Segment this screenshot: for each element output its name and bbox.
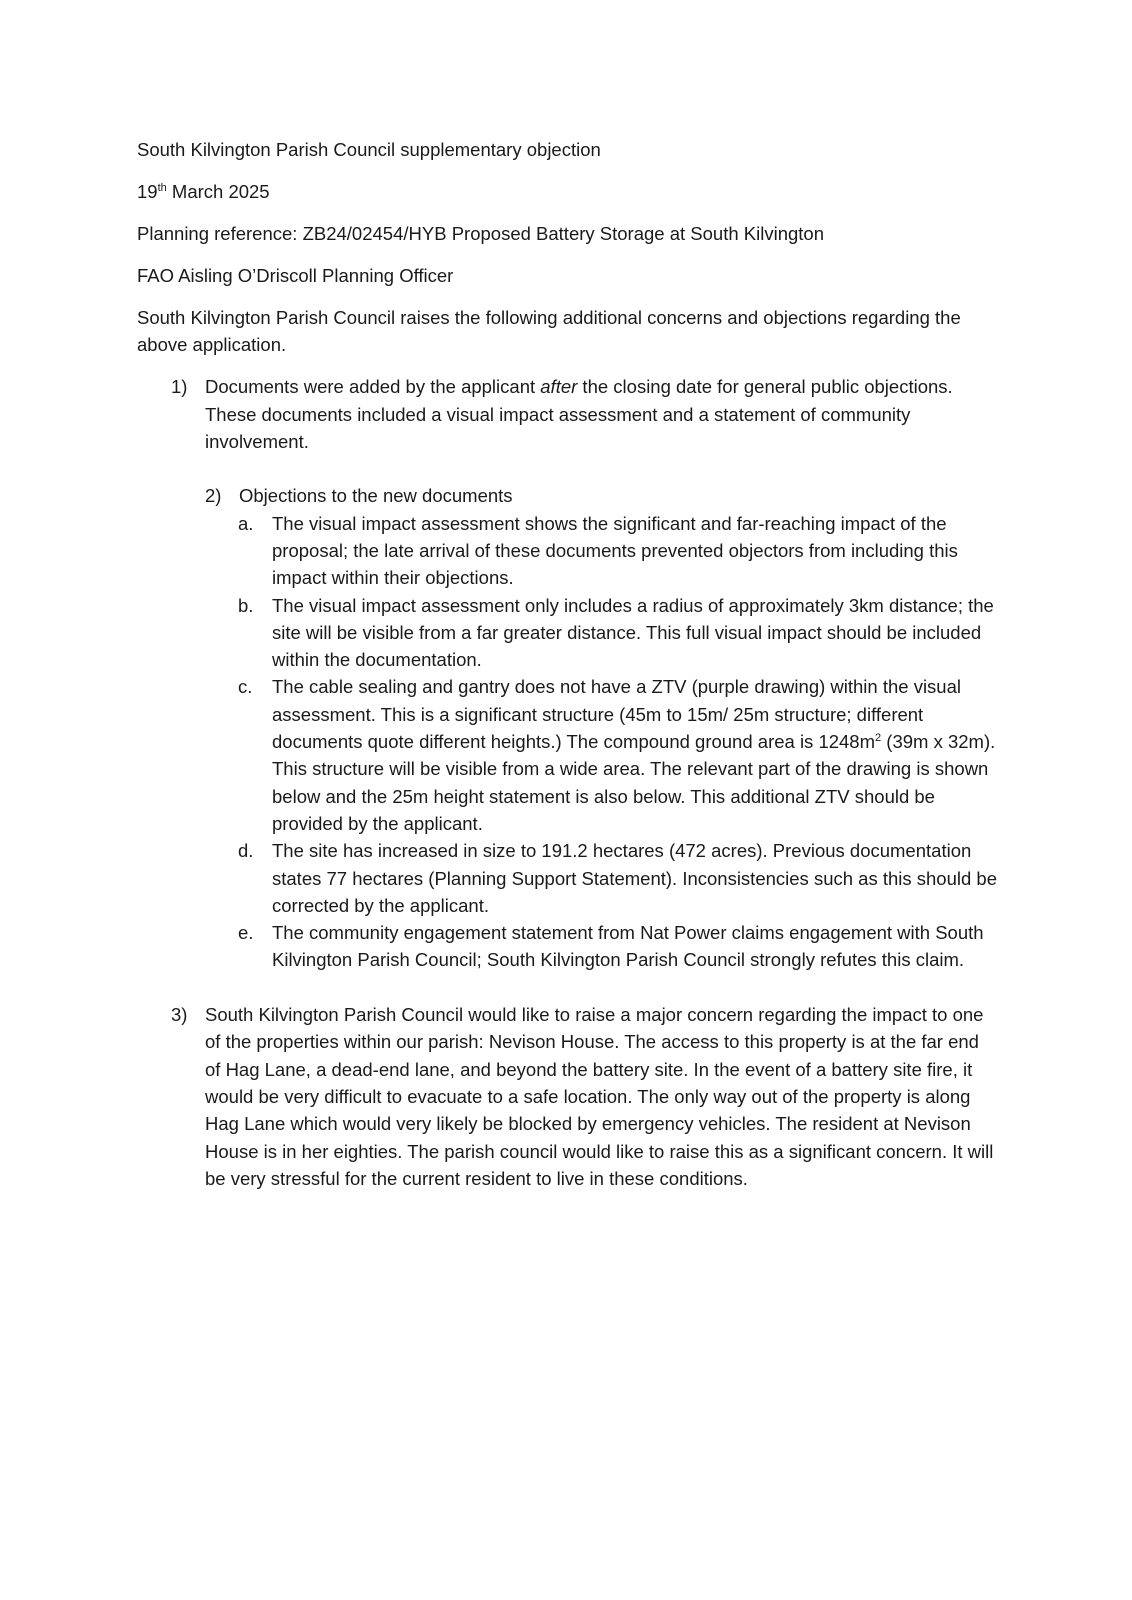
sub-item-text-part: The cable sealing and gantry does not have a ZTV (purple drawing) within the visual assessment. This is a significant structure (45m to 15m/ 25m structure; different documents quote different heights.) The compound ground area is 1248m	[272, 676, 961, 753]
sub-objection-a	[238, 510, 997, 592]
sub-item-letter: a.	[238, 512, 254, 534]
sub-item-letter: e.	[238, 922, 254, 944]
sub-item-letter: d.	[238, 840, 254, 862]
sub-item-text: The visual impact assessment only includes a radius of approximately 3km distance; the site will be visible from a far greater distance. This full visual impact should be included within the documentation.	[272, 594, 994, 671]
date-suffix: th	[157, 181, 167, 194]
sub-item-text: The visual impact assessment shows the significant and far-reaching impact of the proposal; the late arrival of these documents prevented objectors from including this impact within their objections.	[272, 512, 958, 589]
item-text-emphasis: after	[540, 376, 578, 398]
intro-paragraph: South Kilvington Parish Council raises the following additional concerns and objections regarding the above application.	[137, 306, 961, 356]
date-month-year: March 2025	[166, 180, 270, 202]
sub-objection-e	[238, 919, 997, 974]
sub-item-text: The site has increased in size to 191.2 hectares (472 acres). Previous documentation states 77 hectares (Planning Support Statement). Inconsistencies such as this should be corrected by the applicant.	[272, 840, 997, 916]
date-day: 19	[137, 180, 158, 202]
item-text	[205, 373, 997, 455]
sub-objection-b	[238, 592, 997, 674]
item-text-part: Documents were added by the applicant	[205, 376, 541, 398]
document-body	[137, 136, 997, 1192]
sub-objection-d	[238, 837, 997, 919]
sub-item-letter: c.	[238, 676, 253, 698]
superscript: 2	[875, 731, 882, 744]
item-number: 1)	[171, 376, 188, 398]
fao-line: FAO Aisling O’Driscoll Planning Officer	[137, 264, 454, 286]
item-number: 3)	[171, 1004, 188, 1026]
objection-item-2	[171, 482, 997, 973]
sub-objection-list	[238, 510, 997, 974]
item-number: 2)	[205, 485, 222, 507]
sub-objection-c	[238, 673, 997, 837]
objection-item-1	[137, 373, 997, 455]
planning-reference: Planning reference: ZB24/02454/HYB Proposed Battery Storage at South Kilvington	[137, 222, 824, 244]
item-text-part: the closing date for general public objections. These documents included a visual impact assessment and a statement of community involvement.	[205, 376, 953, 452]
objection-item-3	[137, 1001, 997, 1192]
sub-item-text: The community engagement statement from Nat Power claims engagement with South Kilvington Parish Council; South Kilvington Parish Council strongly refutes this claim.	[272, 922, 984, 971]
item-text: South Kilvington Parish Council would like to raise a major concern regarding the impact to one of the properties within our parish: Nevison House. The access to this property is at the far end of Hag Lane, a dead-end lane, and beyond the battery site. In the event of a battery site fire, it would be very difficult to evacuate to a safe location. The only way out of the property is along Hag Lane which would very likely be blocked by emergency vehicles. The resident at Nevison House is in her eighties. The parish council would like to raise this as a significant concern. It will be very stressful for the current resident to live in these conditions.	[205, 1004, 994, 1189]
sub-item-letter: b.	[238, 594, 254, 616]
sub-item-text-part: (39m x 32m). This structure will be visible from a wide area. The relevant part of the drawing is shown below and the 25m height statement is also below. This additional ZTV should be provided by the applicant.	[272, 731, 996, 834]
document-title: South Kilvington Parish Council supplementary objection	[137, 139, 601, 160]
item-title: Objections to the new documents	[239, 485, 513, 507]
sub-item-text	[272, 676, 995, 833]
document-date	[137, 178, 997, 205]
